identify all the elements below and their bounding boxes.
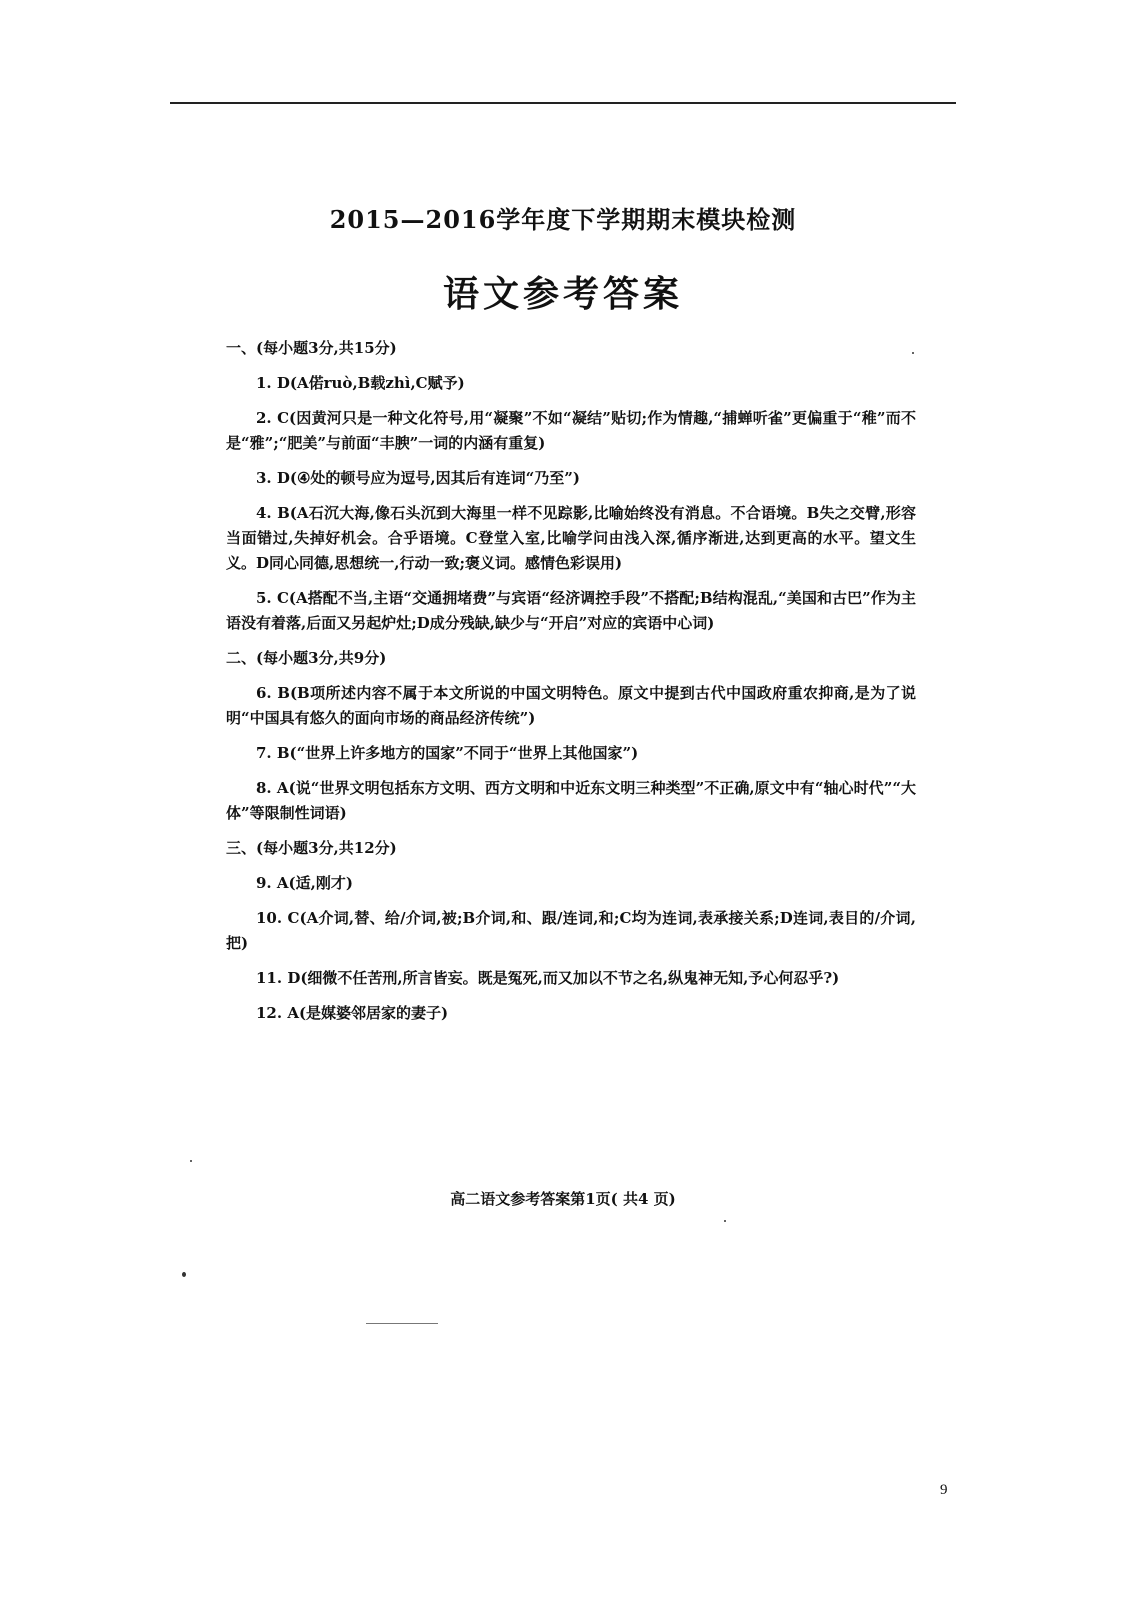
page-number: 9 [940,1482,948,1498]
section-heading: 二、(每小题3分,共9分) [226,649,387,667]
answer-item: 5. C(A搭配不当,主语“交通拥堵费”与宾语“经济调控手段”不搭配;B结构混乱,“美国和古巴”作为主语没有着落,后面又另起炉灶;D成分残缺,缺少与“开启”对应的宾语中心词) [226,589,916,632]
answer-body [226,336,916,1036]
answer-item: 7. B(“世界上许多地方的国家”不同于“世界上其他国家”) [256,744,639,762]
answer-item: 12. A(是媒婆邻居家的妻子) [256,1004,449,1022]
scan-speck [190,1160,192,1162]
answer-item: 10. C(A介词,替、给/介词,被;B介词,和、跟/连词,和;C均为连词,表承接关系;D连词,表目的/介词,把) [226,909,916,952]
scan-speck [724,1220,726,1222]
section-heading: 三、(每小题3分,共12分) [226,839,397,857]
answer-item: 8. A(说“世界文明包括东方文明、西方文明和中近东文明三种类型”不正确,原文中有“轴心时代”“大体”等限制性词语) [226,779,916,822]
answer-item: 9. A(适,刚才) [256,874,353,892]
answer-item: 4. B(A石沉大海,像石头沉到大海里一样不见踪影,比喻始终没有消息。不合语境。B失之交臂,形容当面错过,失掉好机会。合乎语境。C登堂入室,比喻学问由浅入深,循序渐进,达到更高的水平。望文生义。D同心同德,思想统一,行动一致;褒义词。感情色彩误用) [226,504,916,572]
answer-item: 2. C(因黄河只是一种文化符号,用“凝聚”不如“凝结”贴切;作为情趣,“捕蝉听雀”更偏重于“稚”而不是“雅”;“肥美”与前面“丰腴”一词的内涵有重复) [226,409,916,452]
answer-item: 11. D(细微不任苦刑,所言皆妄。既是冤死,而又加以不节之名,纵鬼神无知,予心何忍乎?) [256,969,840,987]
answer-key-title: 语文参考答案 [442,273,683,315]
answer-item: 1. D(A偌ruò,B载zhì,C赋予) [256,374,465,392]
scan-dash [366,1323,438,1324]
section-heading: 一、(每小题3分,共15分) [226,339,397,357]
answer-item: 6. B(B项所述内容不属于本文所说的中国文明特色。原文中提到古代中国政府重农抑商,是为了说明“中国具有悠久的面向市场的商品经济传统”) [226,684,916,727]
scan-speck [912,352,914,354]
scan-speck [182,1272,186,1277]
answer-item: 3. D(④处的顿号应为逗号,因其后有连词“乃至”) [256,469,581,487]
top-rule [170,102,956,104]
exam-title: 2015—2016学年度下学期期末模块检测 [329,205,797,234]
page-footer: 高二语文参考答案第1页( 共4 页) [450,1190,676,1208]
